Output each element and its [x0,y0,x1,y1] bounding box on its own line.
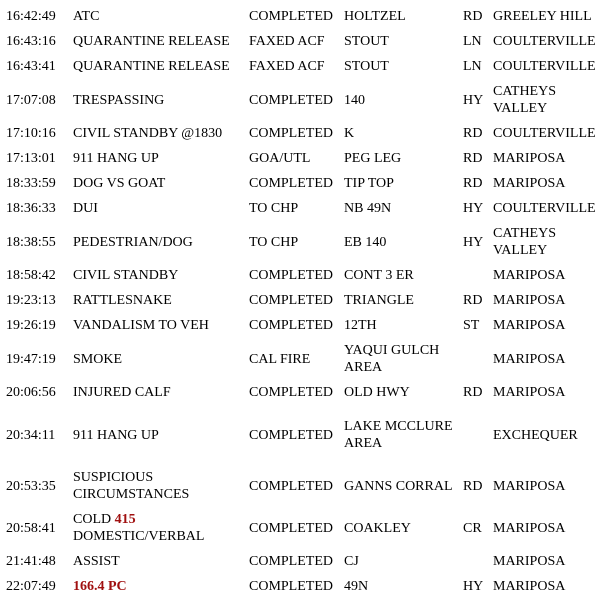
cell-street: EB 140 [344,234,387,250]
cell-time: 21:41:48 [6,554,56,569]
cell-time: 16:43:16 [6,34,56,49]
cell-call-type: INJURED CALF [73,385,171,400]
cell-time: 18:33:59 [6,176,56,191]
cell-call-type: ASSIST [73,554,120,569]
table-row [6,29,610,54]
cell-call-type: TRESPASSING [73,92,165,108]
cell-street: LAKE MCCLURE AREA [344,419,453,451]
cell-status: COMPLETED [249,318,333,333]
cell-street: PEG LEG [344,151,402,166]
call-type-prefix: COLD [73,512,115,527]
cell-suffix: RD [463,293,483,308]
cell-street: STOUT [344,34,389,49]
cell-suffix [463,405,493,465]
cell-call-type: QUARANTINE RELEASE [73,34,230,49]
cell-suffix [463,263,493,288]
cell-call-type: SUSPICIOUS CIRCUMSTANCES [73,470,190,502]
cell-suffix: HY [463,234,484,250]
cell-street: GANNS CORRAL [344,478,453,494]
cell-suffix: RD [463,478,483,494]
table-row [6,288,610,313]
cell-suffix [463,549,493,574]
cell-time: 20:58:41 [6,520,56,536]
cell-call-type [73,507,249,549]
call-code-highlight: 415 [114,512,136,527]
cell-call-type: 911 HANG UP [73,427,159,443]
table-row [6,574,610,599]
cell-street: CONT 3 ER [344,268,414,283]
cell-time: 20:53:35 [6,478,56,494]
table-row [6,79,610,121]
cell-street: NB 49N [344,201,392,216]
cell-time: 17:10:16 [6,126,56,141]
call-type-suffix: DOMESTIC/VERBAL [73,529,205,544]
cell-street: TRIANGLE [344,293,414,308]
cell-suffix [463,338,493,380]
cell-call-type: PEDESTRIAN/DOG [73,234,193,250]
cell-call-type: ATC [73,9,100,24]
cell-city: MARIPOSA [493,520,566,536]
cell-status: COMPLETED [249,385,333,400]
cell-suffix: RD [463,151,483,166]
cell-suffix: RD [463,9,483,24]
cell-suffix: HY [463,92,484,108]
cell-city: MARIPOSA [493,579,566,594]
cell-city: EXCHEQUER [493,427,578,443]
cell-status: GOA/UTL [249,151,311,166]
cell-suffix: HY [463,579,484,594]
table-row [6,54,610,79]
cell-street: CJ [344,554,359,569]
table-row [6,380,610,405]
cell-status: COMPLETED [249,478,333,494]
cell-call-type: 911 HANG UP [73,151,159,166]
cell-time: 17:07:08 [6,92,56,108]
cell-status: FAXED ACF [249,34,325,49]
cell-call-type: SMOKE [73,351,123,367]
table-row [6,338,610,380]
cell-call-type: 166.4 PC [73,579,127,594]
cell-street: OLD HWY [344,385,410,400]
table-row [6,171,610,196]
cell-street: COAKLEY [344,520,411,536]
cell-time: 16:43:41 [6,59,56,74]
cell-street: STOUT [344,59,389,74]
cell-status: COMPLETED [249,92,333,108]
cell-city: MARIPOSA [493,385,566,400]
cell-status: COMPLETED [249,293,333,308]
cell-call-type: DUI [73,201,98,216]
cell-suffix: LN [463,34,482,49]
cell-suffix: ST [463,318,480,333]
cell-suffix: RD [463,176,483,191]
cell-call-type: VANDALISM TO VEH [73,318,209,333]
cell-suffix: HY [463,201,484,216]
cell-time: 19:26:19 [6,318,56,333]
table-row [6,221,610,263]
cell-city: MARIPOSA [493,176,566,191]
table-row [6,196,610,221]
cell-time: 20:34:11 [6,427,56,443]
cell-call-type: QUARANTINE RELEASE [73,59,230,74]
cell-suffix: RD [463,126,483,141]
table-row [6,4,610,29]
cell-city: COULTERVILLE [493,34,596,49]
cell-time: 20:06:56 [6,385,56,400]
cell-street: HOLTZEL [344,9,406,24]
call-log-table [6,4,610,599]
cell-city: COULTERVILLE [493,201,596,216]
cell-status: COMPLETED [249,554,333,569]
cell-city: CATHEYS VALLEY [493,84,557,116]
cell-street: 12TH [344,318,377,333]
table-row [6,263,610,288]
cell-status: COMPLETED [249,520,333,536]
cell-street: K [344,126,355,141]
cell-time: 19:23:13 [6,293,56,308]
cell-call-type: CIVIL STANDBY [73,268,179,283]
cell-status: FAXED ACF [249,59,325,74]
cell-suffix: CR [463,520,482,536]
cell-status: CAL FIRE [249,351,311,367]
cell-city: GREELEY HILL [493,9,592,24]
cell-city: MARIPOSA [493,293,566,308]
cell-status: TO CHP [249,201,299,216]
cell-time: 22:07:49 [6,579,56,594]
cell-call-type: DOG VS GOAT [73,176,166,191]
cell-time: 19:47:19 [6,351,56,367]
cell-city: MARIPOSA [493,268,566,283]
cell-status: TO CHP [249,234,299,250]
cell-city: MARIPOSA [493,151,566,166]
cell-status: COMPLETED [249,9,333,24]
cell-city: MARIPOSA [493,554,566,569]
table-row [6,313,610,338]
cell-street: 49N [344,579,369,594]
cell-street: TIP TOP [344,176,394,191]
cell-city: COULTERVILLE [493,59,596,74]
table-row [6,405,610,465]
cell-suffix: LN [463,59,482,74]
cell-time: 17:13:01 [6,151,56,166]
cell-city: CATHEYS VALLEY [493,226,557,258]
cell-city: MARIPOSA [493,351,566,367]
cell-street: YAQUI GULCH AREA [344,343,440,375]
cell-time: 18:36:33 [6,201,56,216]
cell-call-type: CIVIL STANDBY @1830 [73,126,223,141]
cell-status: COMPLETED [249,176,333,191]
table-row [6,465,610,507]
cell-call-type: RATTLESNAKE [73,293,172,308]
cell-street: 140 [344,92,365,108]
cell-time: 18:38:55 [6,234,56,250]
cell-suffix: RD [463,385,483,400]
cell-time: 18:58:42 [6,268,56,283]
table-row [6,146,610,171]
table-row [6,549,610,574]
cell-city: COULTERVILLE [493,126,596,141]
table-row [6,507,610,549]
cell-city: MARIPOSA [493,318,566,333]
cell-status: COMPLETED [249,126,333,141]
table-row [6,121,610,146]
cell-city: MARIPOSA [493,478,566,494]
cell-time: 16:42:49 [6,9,56,24]
cell-status: COMPLETED [249,427,333,443]
cell-status: COMPLETED [249,268,333,283]
cell-status: COMPLETED [249,579,333,594]
